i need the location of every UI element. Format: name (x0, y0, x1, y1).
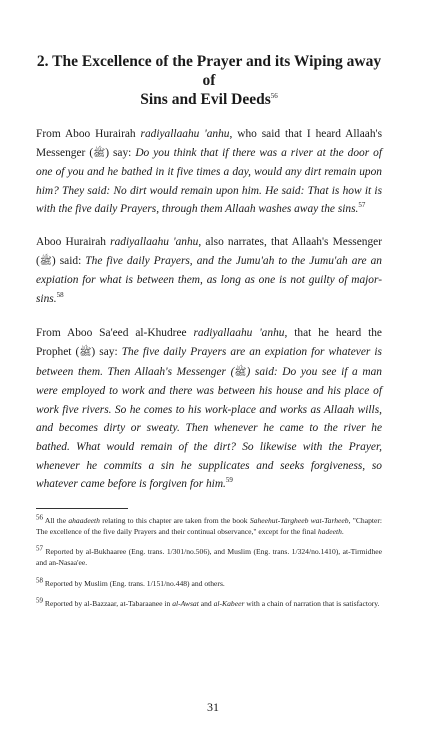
text: relating to this chapter are taken from the book (99, 515, 250, 525)
text-italic: radiyallaahu 'anhu (110, 235, 199, 248)
quote-italic: The five daily Prayers, and the Jumu'ah to the Jumu'ah are an expiation for what is between them, as long as one is not guilty of major-sins. (36, 254, 382, 305)
text: All the (43, 515, 69, 525)
footnote-56 (36, 515, 382, 537)
salutation-glyph: ﷺ (93, 147, 106, 159)
quote-italic: Do you think that if there was a river at the door of one of you and he bathed in it five times a day, would any dirt remain upon him? They said: No dirt would remain upon him. He said: That is how it is with the five daily Prayers, through them Allaah washes away the sins. (36, 146, 382, 216)
text: Reported by al-Bazzaar, at-Tabaraanee in (43, 598, 173, 608)
text: , who said that I heard Allaah's Messenger ( (36, 128, 383, 159)
quote-italic: The five daily Prayers are an expiation for whatever is between them. Then Allaah's Messenger ( (36, 345, 382, 378)
text: , also narrates, that Allaah's Messenger ( (36, 235, 382, 267)
text: From Aboo Sa'eed al-Khudree (36, 327, 194, 340)
quote-italic: ) said: Do you see if a man were employed to work and there was between his house and his place of work five rivers. So he comes to his work-place and works as Allaah wills, and becomes dirty or sweaty. Then whenever he came to the river he bathed. What would remain of the dirt? So likewise with the Prayer, whenever he commits a sin he supplicates and seeks forgiveness, so whatever came before is forgiven for him. (36, 365, 382, 491)
heading-line-1: 2. The Excellence of the Prayer and its Wiping away of (36, 53, 382, 89)
text: ) say: (91, 345, 122, 358)
text: ) say: (105, 146, 136, 159)
text-italic: hadeeth (317, 526, 342, 536)
hadeeth-paragraph-2 (36, 233, 382, 308)
hadeeth-paragraph-1 (36, 125, 382, 219)
footnote-number: 57 (36, 544, 43, 553)
text: , that he heard the Prophet ( (36, 327, 382, 358)
text-italic: radiyallaahu 'anhu (193, 327, 285, 340)
page-number: 31 (207, 700, 219, 714)
text: . (341, 526, 344, 536)
footnote-58 (36, 575, 382, 589)
text: Reported by Muslim (Eng. trans. 1/151/no.448) and others. (43, 578, 225, 588)
text: , "Chapter: The excellence of the five daily Prayers and their continual observance," except for the final (36, 515, 383, 536)
footnote-ref-58: 58 (56, 290, 64, 299)
hadeeth-paragraph-3 (36, 324, 382, 493)
footnote-divider (36, 508, 128, 509)
text: with a chain of narration that is satisfactory. (244, 598, 380, 608)
footnote-number: 56 (36, 513, 43, 522)
salutation-glyph: ﷺ (234, 366, 247, 378)
text-italic: radiyallaahu 'anhu (140, 128, 230, 140)
text: ) said: (51, 254, 86, 267)
footnote-number: 58 (36, 575, 43, 584)
chapter-heading (36, 52, 382, 109)
text-italic: Saheehut-Targheeb wat-Tarheeb (249, 515, 349, 525)
text-italic: al-Awsat (172, 598, 199, 608)
footnote-ref-59: 59 (225, 476, 233, 485)
footnote-59 (36, 598, 382, 609)
text: Reported by al-Bukhaaree (Eng. trans. 1/301/no.506), and Muslim (Eng. trans. 1/324/no.1410), at-Tirmidhee and an-Nasaa'ee. (36, 547, 382, 568)
salutation-glyph: ﷺ (39, 255, 52, 267)
text: Aboo Hurairah (36, 235, 111, 248)
salutation-glyph: ﷺ (79, 346, 92, 358)
text: From Aboo Hurairah (36, 128, 141, 140)
text-italic: al-Kabeer (213, 598, 245, 608)
footnote-number: 59 (36, 596, 43, 605)
footnote-57 (36, 546, 382, 568)
heading-line-2: Sins and Evil Deeds (140, 91, 271, 108)
footnote-ref-57: 57 (358, 201, 366, 210)
text-italic: ahaadeeth (68, 515, 100, 525)
book-page (0, 52, 426, 732)
text: and (198, 598, 214, 608)
footnote-ref-56: 56 (270, 91, 278, 100)
